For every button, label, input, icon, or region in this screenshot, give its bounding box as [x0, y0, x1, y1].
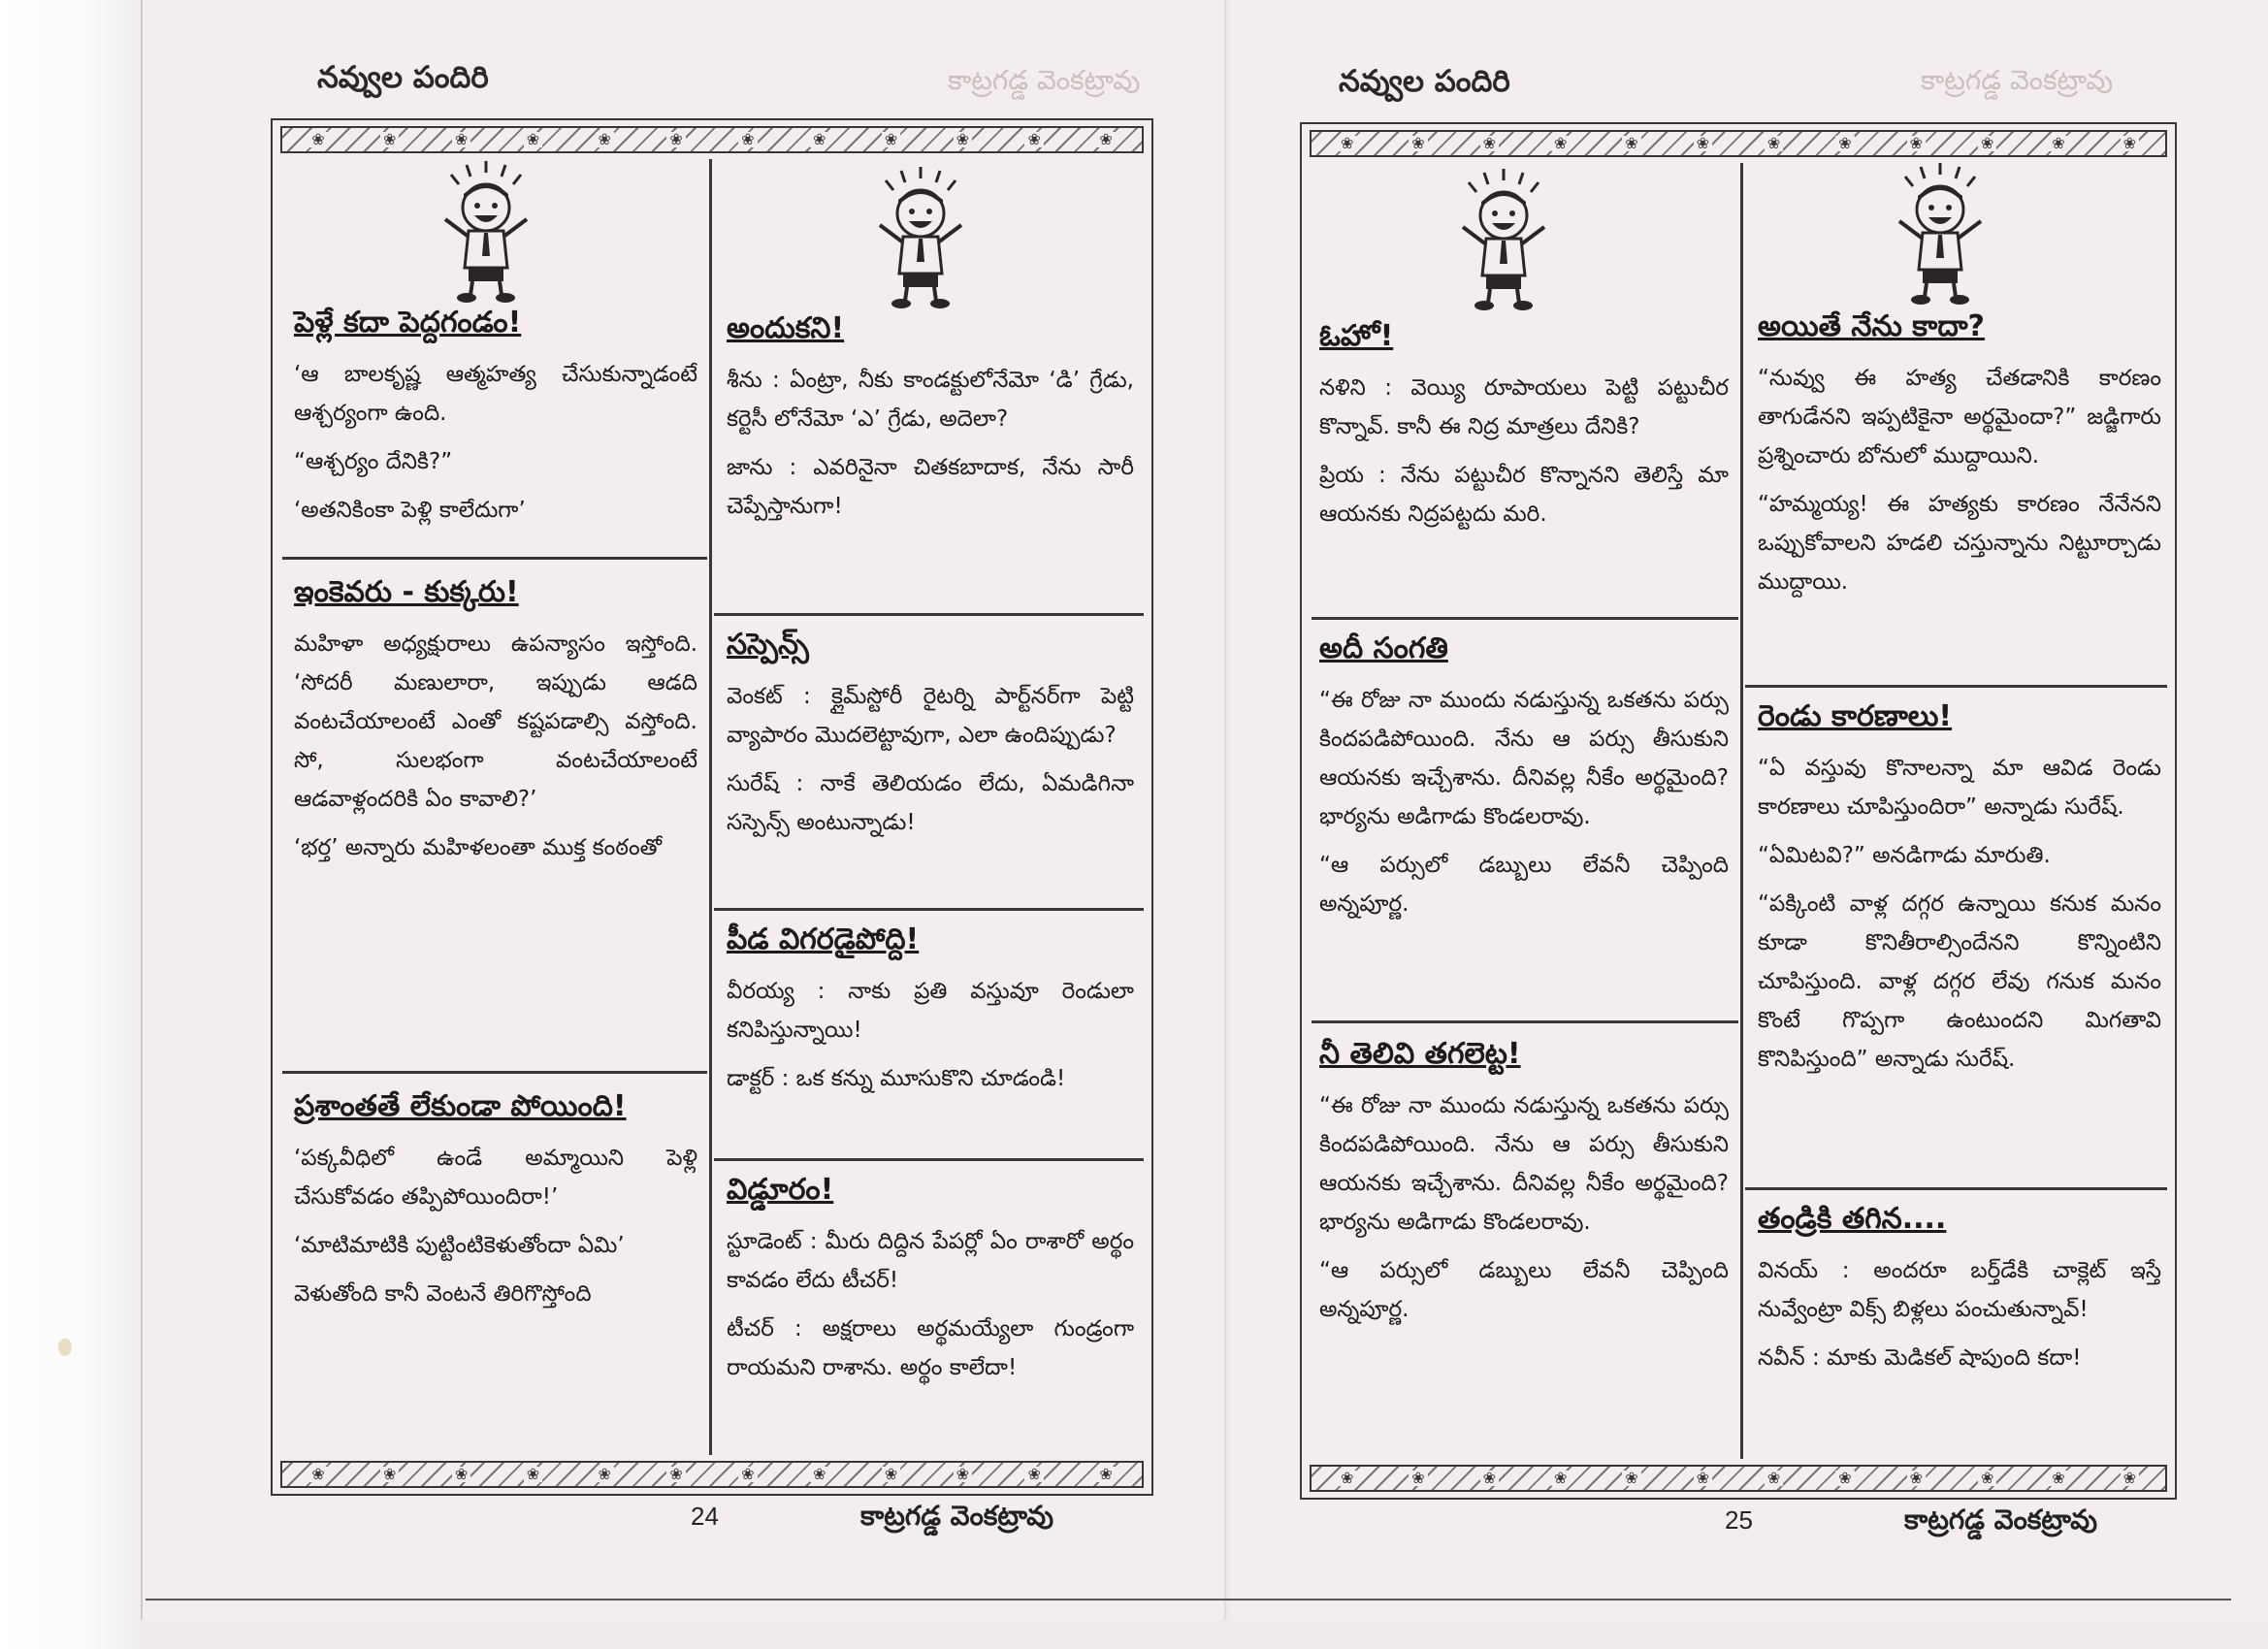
- joke-separator: [714, 613, 1144, 616]
- page-number: 24: [691, 1502, 719, 1531]
- joke-block: [727, 310, 1134, 535]
- joke-line: వెంకట్ : క్లైమ్‌స్టోరీ రైటర్ని పార్ట్‌నర్‌గా పెట్టి వ్యాపారం మొదలెట్టావుగా, ఎలా ఉందిప్పుడు?: [727, 684, 1134, 748]
- joke-title: విడ్డూరం!: [727, 1173, 834, 1207]
- joke-line: ‘ఆ బాలకృష్ణ ఆత్మహత్య చేసుకున్నాడంటే ఆశ్చర్యంగా ఉంది.: [294, 362, 697, 426]
- bleed-through-text: కాట్రగడ్డ వెంకట్రావు: [948, 64, 1141, 96]
- joke-line: సురేష్ : నాకే తెలియడం లేదు, ఏమడిగినా సస్పెన్స్ అంటున్నాడు!: [727, 771, 1134, 835]
- ornament-band-bottom: ❀ ❀ ❀ ❀ ❀ ❀ ❀ ❀ ❀ ❀ ❀ ❀: [280, 1461, 1144, 1488]
- laughing-boy-mascot-icon: [862, 165, 979, 310]
- joke-line: “ఏ వస్తువు కొనాలన్నా మా ఆవిడ రెండు కారణాలు చూపిస్తుందిరా” అన్నాడు సురేష్.: [1758, 756, 2161, 820]
- joke-title: తండ్రికి తగిన....: [1758, 1202, 1947, 1236]
- joke-block: [727, 627, 1134, 852]
- joke-line: డాక్టర్ : ఒక కన్ను మూసుకొని చూడండి!: [727, 1066, 1066, 1091]
- joke-line: స్టూడెంట్ : మీరు దిద్దిన పేపర్లో ఏం రాశారో అర్థం కావడం లేదు టీచర్!: [727, 1229, 1134, 1293]
- joke-block: [1758, 308, 2161, 611]
- page-25: [1230, 0, 2268, 1620]
- joke-line: ‘పక్కవీధిలో ఉండే అమ్మాయిని పెళ్లి చేసుకోవడం తప్పిపోయిందిరా!’: [294, 1146, 697, 1210]
- joke-block: [1319, 630, 1729, 933]
- joke-separator: [282, 557, 707, 560]
- joke-title: ఓహో!: [1319, 319, 1394, 353]
- laughing-boy-mascot-icon: [428, 159, 544, 305]
- joke-title: సస్పెన్స్: [727, 628, 809, 662]
- joke-title: అయితే నేను కాదా?: [1758, 309, 1985, 343]
- author-name: కాట్రగడ్డ వెంకట్రావు: [860, 1500, 1054, 1532]
- ornament-band-top: ❀ ❀ ❀ ❀ ❀ ❀ ❀ ❀ ❀ ❀ ❀ ❀: [280, 126, 1144, 153]
- joke-separator: [1312, 617, 1738, 620]
- joke-block: [727, 922, 1134, 1108]
- paper-stain: [58, 1339, 72, 1356]
- page-number: 25: [1725, 1505, 1753, 1535]
- joke-line: ‘అతనికింకా పెళ్లి కాలేదుగా’: [294, 498, 526, 523]
- ornament-band-top: ❀ ❀ ❀ ❀ ❀ ❀ ❀ ❀ ❀ ❀ ❀ ❀: [1310, 130, 2167, 157]
- joke-line: నళిని : వెయ్యి రూపాయలు పెట్టి పట్టుచీర కొన్నావ్. కానీ ఈ నిద్ర మాత్రలు దేనికి?: [1319, 375, 1729, 439]
- joke-line: టీచర్ : అక్షరాలు అర్థమయ్యేలా గుండ్రంగా రాయమని రాశాను. అర్థం కాలేదా!: [727, 1316, 1134, 1380]
- page-bottom-edge: [146, 1599, 2231, 1600]
- running-header: నవ్వుల పందిరి: [1339, 64, 1510, 99]
- joke-line: ‘భర్త’ అన్నారు మహిళలంతా ముక్త కంఠంతో: [294, 835, 663, 860]
- joke-line: వీరయ్య : నాకు ప్రతి వస్తువూ రెండులా కనిపిస్తున్నాయి!: [727, 979, 1134, 1043]
- joke-line: “ఈ రోజు నా ముందు నడుస్తున్న ఒకతను పర్సు కిందపడిపోయింది. నేను ఆ పర్సు తీసుకుని ఆయనకు ఇచ్చేశాను. దీనివల్ల నీకేం అర్థమైంది? భార్యను అడిగాడు కొండలరావు.: [1319, 688, 1729, 829]
- column-divider: [1740, 163, 1743, 1459]
- joke-separator: [714, 1158, 1144, 1161]
- joke-line: నవీన్ : మాకు మెడికల్ షాపుంది కదా!: [1758, 1345, 2082, 1371]
- joke-title: నీ తెలివి తగలెట్ట!: [1319, 1037, 1521, 1071]
- joke-line: వెళుతోంది కానీ వెంటనే తిరిగొస్తోంది: [294, 1281, 592, 1307]
- joke-block: [1758, 698, 2161, 1088]
- joke-line: ‘మాటిమాటికి పుట్టింటికెళుతోందా ఏమి’: [294, 1233, 625, 1258]
- joke-line: “ఆ పర్సులో డబ్బులు లేవనీ చెప్పింది అన్నపూర్ణ.: [1319, 853, 1729, 917]
- column-divider: [709, 159, 712, 1455]
- jokes-frame: [1300, 122, 2177, 1500]
- laughing-boy-mascot-icon: [1445, 167, 1562, 312]
- joke-line: “పక్కింటి వాళ్ల దగ్గర ఉన్నాయి కనుక మనం కూడా కొనితీరాల్సిందేనని కొన్నింటిని చూపిస్తుంది. వాళ్ల దగ్గర లేవు గనుక మనం కొంటే గొప్పగా ఉంటుందని మిగతావి కొనిపిస్తుంది” అన్నాడు సురేష్.: [1758, 891, 2161, 1072]
- joke-block: [1319, 318, 1729, 543]
- jokes-frame: [271, 118, 1153, 1496]
- joke-line: జాను : ఎవరినైనా చితకబాదాక, నేను సారీ చెప్పేస్తానుగా!: [727, 455, 1134, 519]
- joke-line: వినయ్ : అందరూ బర్త్‌డేకి చాక్లెట్ ఇస్తే నువ్వేంట్రా విక్స్ బిళ్లలు పంచుతున్నావ్!: [1758, 1258, 2161, 1322]
- joke-line: మహిళా అధ్యక్షురాలు ఉపన్యాసం ఇస్తోంది. ‘సోదరీ మణులారా, ఇప్పుడు ఆడది వంటచేయాలంటే ఎంతో కష్టపడాల్సి వస్తోంది. సో, సులభంగా వంటచేయాలంటే ఆడవాళ్లందరికి ఏం కావాలి?’: [294, 631, 697, 812]
- joke-title: ప్రశాంతతే లేకుండా పోయింది!: [294, 1089, 627, 1123]
- joke-block: [1758, 1201, 2161, 1387]
- joke-line: శీను : ఏంట్రా, నీకు కాండక్టులోనేమో ‘డి’ గ్రేడు, కర్టెసీ లోనేమో ‘ఎ’ గ్రేడు, అదెలా?: [727, 368, 1134, 432]
- joke-block: [294, 305, 697, 539]
- joke-line: “ఈ రోజు నా ముందు నడుస్తున్న ఒకతను పర్సు కిందపడిపోయింది. నేను ఆ పర్సు తీసుకుని ఆయనకు ఇచ్చేశాను. దీనివల్ల నీకేం అర్థమైంది? భార్యను అడిగాడు కొండలరావు.: [1319, 1093, 1729, 1235]
- joke-title: ఇంకెవరు - కుక్కరు!: [294, 575, 519, 609]
- joke-title: పీడ విగరడైపోద్ది!: [727, 922, 920, 956]
- joke-line: “ఆశ్చర్యం దేనికి?”: [294, 449, 453, 474]
- joke-separator: [1745, 1187, 2167, 1190]
- joke-block: [294, 1088, 697, 1323]
- joke-line: ప్రియ : నేను పట్టుచీర కొన్నానని తెలిస్తే మా ఆయనకు నిద్రపట్టదు మరి.: [1319, 463, 1729, 527]
- page-24: [141, 0, 1227, 1620]
- scan-background: [0, 0, 146, 1649]
- joke-separator: [714, 908, 1144, 911]
- joke-line: “హమ్మయ్య! ఈ హత్యకు కారణం నేనేనని ఒప్పుకోవాలని హడలి చస్తున్నాను నిట్టూర్చాడు ముద్దాయి.: [1758, 492, 2161, 595]
- bleed-through-text: కాట్రగడ్డ వెంకట్రావు: [1921, 64, 2114, 96]
- joke-line: “ఏమిటవి?” అనడిగాడు మారుతి.: [1758, 843, 2051, 868]
- author-name: కాట్రగడ్డ వెంకట్రావు: [1904, 1504, 2098, 1536]
- joke-title: అందుకని!: [727, 311, 845, 345]
- joke-line: “నువ్వు ఈ హత్య చేతడానికి కారణం తాగుడేనని ఇప్పటికైనా అర్థమైందా?” జడ్జిగారు ప్రశ్నించారు బోనులో ముద్దాయిని.: [1758, 366, 2161, 469]
- joke-block: [1319, 1036, 1729, 1339]
- joke-separator: [1745, 685, 2167, 688]
- joke-title: రెండు కారణాలు!: [1758, 699, 1953, 733]
- joke-title: అదీ సంగతి: [1319, 631, 1448, 665]
- running-header: నవ్వుల పందిరి: [317, 60, 489, 95]
- ornament-band-bottom: ❀ ❀ ❀ ❀ ❀ ❀ ❀ ❀ ❀ ❀ ❀ ❀: [1310, 1465, 2167, 1492]
- laughing-boy-mascot-icon: [1882, 161, 1998, 307]
- joke-title: పెళ్లే కదా పెద్దగండం!: [294, 306, 522, 340]
- joke-separator: [1312, 1020, 1738, 1023]
- joke-block: [727, 1172, 1134, 1397]
- joke-block: [294, 574, 697, 877]
- joke-separator: [282, 1071, 707, 1074]
- joke-line: “ఆ పర్సులో డబ్బులు లేవనీ చెప్పింది అన్నపూర్ణ.: [1319, 1258, 1729, 1322]
